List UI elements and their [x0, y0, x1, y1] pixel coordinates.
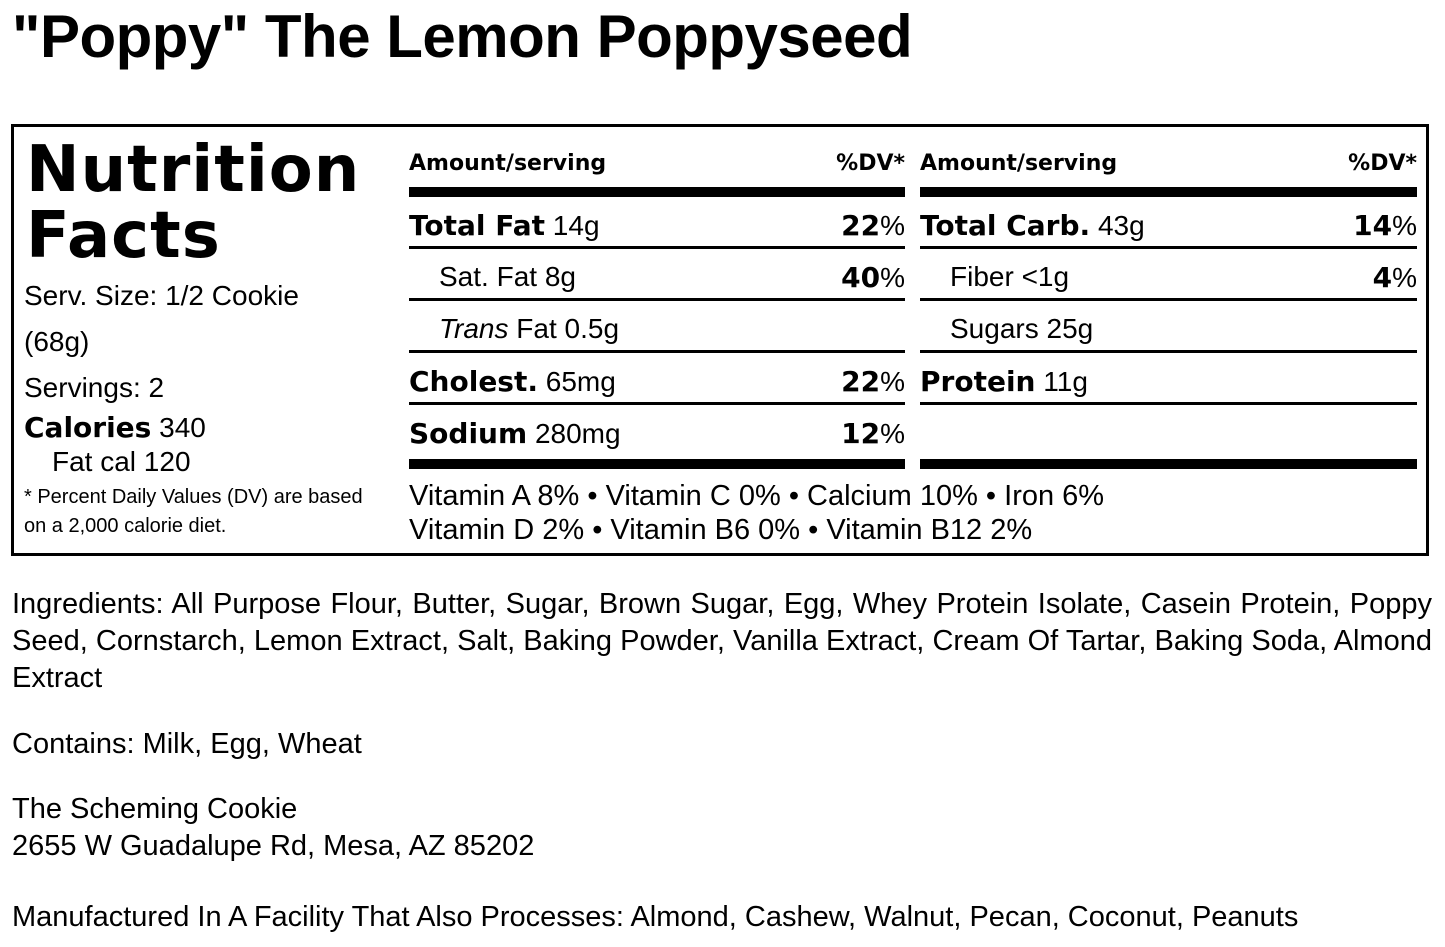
cholesterol-dv-sign: %: [880, 366, 905, 397]
thick-divider-bottom: [409, 459, 905, 469]
sat-fat-dv-sign: %: [880, 262, 905, 293]
sat-fat-label: Sat. Fat 8g: [439, 261, 576, 292]
dv-footnote: * Percent Daily Values (DV) are based on a 2,000 calorie diet.: [24, 486, 363, 537]
total-fat-dv-sign: %: [880, 210, 905, 241]
column-header: [409, 147, 905, 187]
servings-per-container: Servings: 2: [24, 372, 165, 403]
total-fat-dv: 22: [841, 209, 881, 242]
nutrient-column-left: [409, 147, 905, 469]
dv-header: %DV*: [1348, 151, 1417, 176]
fat-calories: Fat cal 120: [52, 446, 191, 477]
row-total-fat: [409, 197, 905, 249]
company-address: 2655 W Guadalupe Rd, Mesa, AZ 85202: [12, 830, 535, 862]
sodium-label: Sodium: [409, 417, 528, 450]
dv-header: %DV*: [836, 151, 905, 176]
sat-fat-dv: 40: [841, 261, 881, 294]
total-carb-dv-sign: %: [1392, 210, 1417, 241]
sodium-dv: 12: [841, 417, 881, 450]
fiber-dv-sign: %: [1392, 262, 1417, 293]
row-empty: [920, 405, 1417, 457]
cholesterol-dv: 22: [841, 365, 881, 398]
nutrient-column-right: [920, 147, 1417, 469]
cholesterol-amount: 65mg: [545, 366, 616, 397]
allergen-contains: Contains: Milk, Egg, Wheat: [12, 728, 362, 760]
vitamins-line-2: Vitamin D 2% • Vitamin B6 0% • Vitamin B12 2%: [409, 514, 1033, 546]
thick-divider: [409, 187, 905, 197]
total-fat-amount: 14g: [552, 210, 600, 241]
row-cholesterol: [409, 353, 905, 405]
serving-size-grams: (68g): [24, 326, 90, 357]
company-name: The Scheming Cookie: [12, 793, 298, 825]
facility-note: Manufactured In A Facility That Also Processes: Almond, Cashew, Walnut, Pecan, Coconut, Peanuts: [12, 901, 1299, 933]
ingredients-text: Ingredients: All Purpose Flour, Butter, Sugar, Brown Sugar, Egg, Whey Protein Isolate, Casein Protein, Poppy Seed, Cornstarch, Lemon Extract, Salt, Baking Powder, Vanilla Extract, Cream Of Tartar, Baking Soda, Almond Extract: [12, 588, 1432, 694]
amount-serving-header: Amount/serving: [409, 151, 607, 176]
sodium-dv-sign: %: [880, 418, 905, 449]
nutrition-facts-panel: [11, 124, 1429, 556]
calories-line: [24, 411, 206, 444]
product-title: "Poppy" The Lemon Poppyseed: [12, 3, 913, 70]
thick-divider: [920, 187, 1417, 197]
cholesterol-label: Cholest.: [409, 365, 538, 398]
vitamins-line-1: Vitamin A 8% • Vitamin C 0% • Calcium 10% • Iron 6%: [409, 480, 1105, 512]
trans-fat-amount: Fat 0.5g: [516, 313, 620, 344]
sodium-amount: 280mg: [534, 418, 621, 449]
row-trans-fat: [409, 301, 905, 353]
total-carb-dv: 14: [1353, 209, 1393, 242]
heading-line-2: Facts: [26, 199, 221, 273]
row-total-carb: [920, 197, 1417, 249]
protein-amount: 11g: [1043, 366, 1088, 397]
row-sodium: [409, 405, 905, 457]
heading-line-1: Nutrition: [26, 133, 361, 207]
total-carb-amount: 43g: [1097, 210, 1145, 241]
total-carb-label: Total Carb.: [920, 209, 1091, 242]
nutrition-facts-heading: [26, 133, 361, 273]
thick-divider-bottom: [920, 459, 1417, 469]
total-fat-label: Total Fat: [409, 209, 546, 242]
calories-label: Calories: [24, 411, 152, 444]
fiber-label: Fiber <1g: [950, 261, 1070, 292]
calories-value: 340: [159, 412, 206, 443]
row-protein: [920, 353, 1417, 405]
serving-size: Serv. Size: 1/2 Cookie: [24, 280, 299, 311]
amount-serving-header: Amount/serving: [920, 151, 1118, 176]
row-sat-fat: [409, 249, 905, 301]
trans-label: Trans: [439, 313, 509, 344]
protein-label: Protein: [920, 365, 1036, 398]
fiber-dv: 4: [1372, 261, 1393, 294]
column-header: [920, 147, 1417, 187]
sugars-label: Sugars 25g: [950, 313, 1094, 344]
row-fiber: [920, 249, 1417, 301]
row-sugars: [920, 301, 1417, 353]
